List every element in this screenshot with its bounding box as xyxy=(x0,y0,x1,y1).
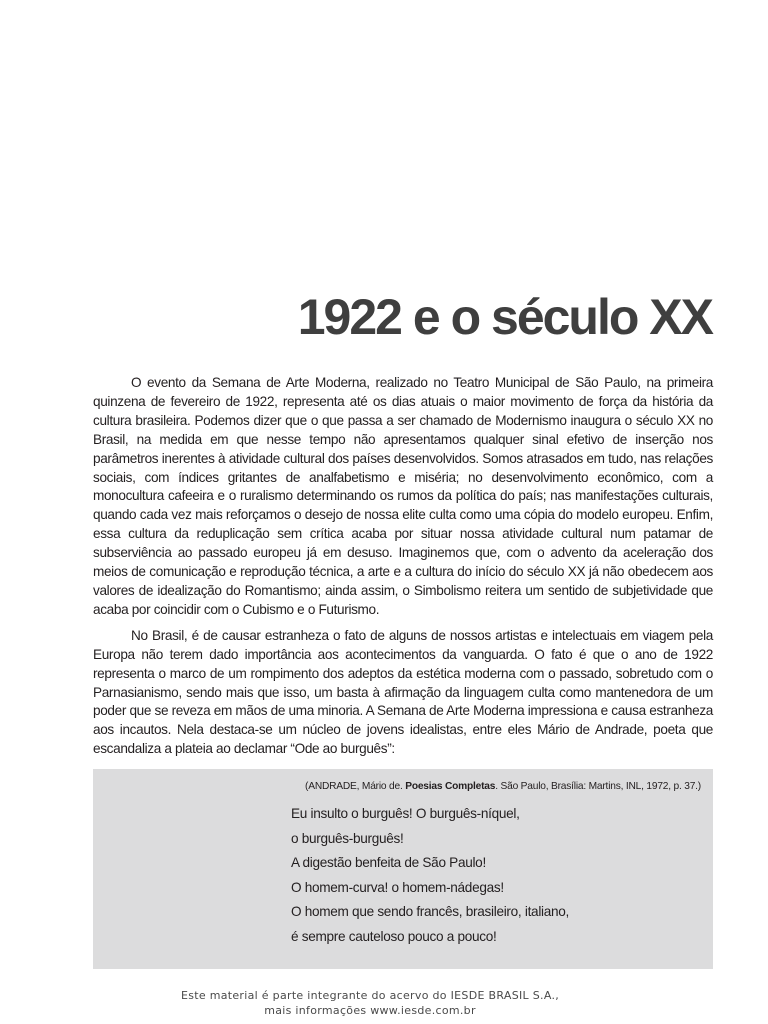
footer-line: mais informações www.iesde.com.br xyxy=(264,1004,476,1017)
citation-author: (ANDRADE, Mário de. xyxy=(305,781,406,792)
section-title: 1922 e o século XX xyxy=(297,289,712,345)
poem-line: Eu insulto o burguês! O burguês-níquel, xyxy=(291,806,520,821)
poem-line: é sempre cauteloso pouco a pouco! xyxy=(291,928,497,944)
paragraph: O evento da Semana de Arte Moderna, realizado no Teatro Municipal de São Paulo, na primeira quinzena de fevereiro de 1922, representa até os dias atuais o maior movimento de força da história da cultura brasileira. Podemos dizer que o que passa a ser chamado de Modernismo inaugura o século XX no Brasil, na medida em que nesse tempo não apresentamos qualquer sinal efetivo de inserção nos parâmetros inerentes à atividade cultural dos países desenvolvidos. Somos atrasados em tudo, nas relações sociais, com índices gritantes de analfabetismo e miséria; no desenvolvimento econômico, com a monocultura cafeeira e o ruralismo determinando os rumos da política do país; nas manifestações culturais, quando cada vez mais reforçamos o desejo de nossa elite culta como uma cópia do modelo europeu. Enfim, essa cultura da reduplicação sem crítica acaba por situar nossa atividade cultural num patamar de subserviência ao passado europeu já em desuso. Imaginemos que, com o advento da aceleração dos meios de comunicação e reprodução técnica, a arte e a cultura do início do século XX já não obedecem aos valores de idealização do Romantismo; ainda assim, o Simbolismo reitera um sentido de subjetividade que acaba por coincidir com o Cubismo e o Futurismo. xyxy=(93,375,713,617)
footer-line: Este material é parte integrante do acervo do IESDE BRASIL S.A., xyxy=(180,989,560,1002)
poem-line: o burguês-burguês! xyxy=(291,830,404,846)
citation-details: . São Paulo, Brasília: Martins, INL, 1972, p. 37.) xyxy=(495,781,701,792)
poem-line: O homem que sendo francês, brasileiro, italiano, xyxy=(291,904,570,920)
paragraph: No Brasil, é de causar estranheza o fato de alguns de nossos artistas e intelectuais em viagem pela Europa não terem dado importância aos acontecimentos da vanguarda. O fato é que o ano de 1922 representa o marco de um rompimento dos adeptos da estética moderna com o passado, sobretudo com o Parnasianismo, sendo mais que isso, um basta à afirmação da linguagem culta como mantenedora de um poder que se reveza em mãos de uma minoria. A Semana de Arte Moderna impressiona e causa estranheza aos incautos. Nela destaca-se um núcleo de jovens idealistas, entre eles Mário de Andrade, poeta que escandaliza a plateia ao declamar “Ode ao burguês”: xyxy=(93,627,713,757)
quote-citation xyxy=(305,781,701,792)
page-footer xyxy=(0,988,740,1018)
poem-quote-box xyxy=(93,769,713,969)
citation-work-title: Poesias Completas xyxy=(405,781,496,792)
poem xyxy=(291,802,569,950)
poem-line: O homem-curva! o homem-nádegas! xyxy=(291,879,504,895)
body-text xyxy=(93,374,713,766)
poem-line: A digestão benfeita de São Paulo! xyxy=(291,855,486,871)
